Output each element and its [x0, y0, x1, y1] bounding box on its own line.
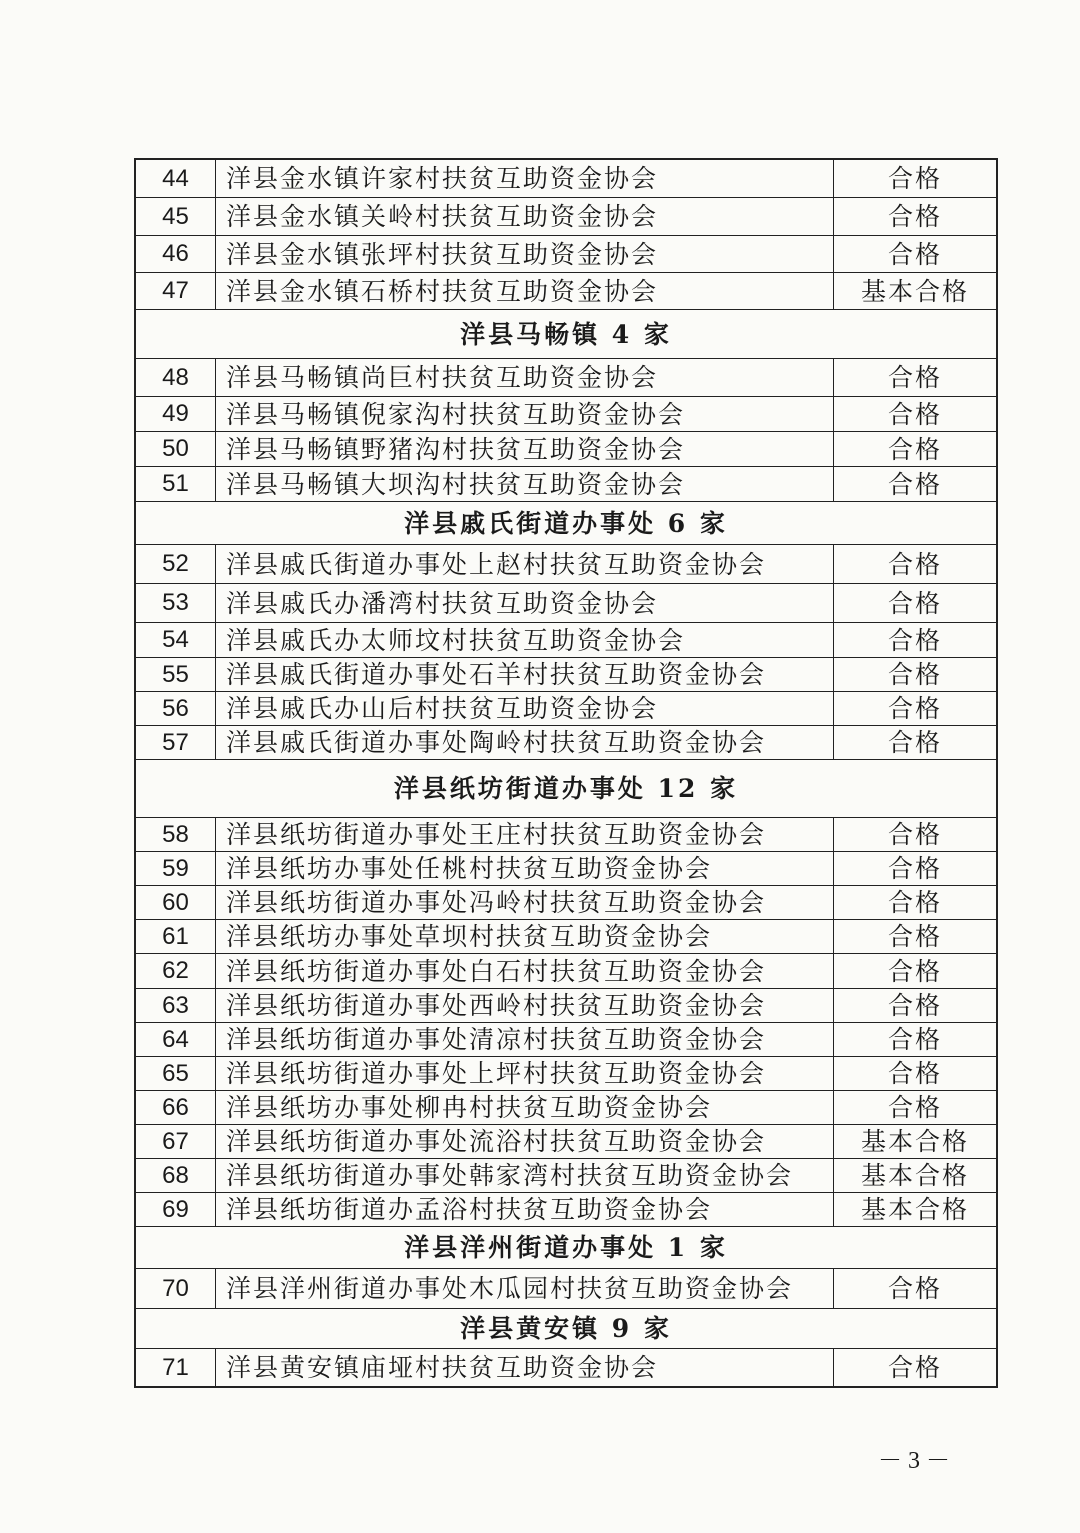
section-title: 洋县黄安镇 9 家	[460, 1314, 672, 1343]
org-name: 洋县纸坊街道办事处白石村扶贫互助资金协会	[216, 954, 834, 988]
org-name: 洋县马畅镇倪家沟村扶贫互助资金协会	[216, 397, 834, 431]
table-row	[136, 1159, 996, 1193]
table-row	[136, 198, 996, 236]
table-row	[136, 623, 996, 658]
org-name: 洋县金水镇许家村扶贫互助资金协会	[216, 160, 834, 197]
org-name: 洋县洋州街道办事处木瓜园村扶贫互助资金协会	[216, 1269, 834, 1308]
table-row	[136, 852, 996, 886]
row-number: 63	[136, 989, 216, 1022]
org-name: 洋县纸坊街道办事处流浴村扶贫互助资金协会	[216, 1125, 834, 1158]
org-name: 洋县马畅镇野猪沟村扶贫互助资金协会	[216, 432, 834, 466]
row-number: 66	[136, 1091, 216, 1124]
evaluation-result: 合格	[887, 1025, 942, 1054]
table-row	[136, 920, 996, 954]
org-name: 洋县纸坊街道办事处韩家湾村扶贫互助资金协会	[216, 1159, 834, 1192]
results-table	[134, 158, 998, 1388]
org-name: 洋县金水镇石桥村扶贫互助资金协会	[216, 273, 834, 309]
row-number: 45	[136, 198, 216, 235]
row-number: 64	[136, 1023, 216, 1056]
org-name: 洋县纸坊办事处草坝村扶贫互助资金协会	[216, 920, 834, 953]
evaluation-result: 合格	[887, 202, 942, 231]
row-number: 58	[136, 818, 216, 851]
page-number: －3－	[878, 1448, 956, 1474]
table-row	[136, 545, 996, 584]
table-row	[136, 236, 996, 273]
row-number: 69	[136, 1193, 216, 1226]
evaluation-result: 合格	[887, 956, 942, 986]
evaluation-result: 合格	[887, 588, 942, 618]
table-row	[136, 818, 996, 852]
section-row	[136, 1309, 996, 1349]
evaluation-result: 合格	[887, 922, 942, 951]
org-name: 洋县纸坊街道办事处清凉村扶贫互助资金协会	[216, 1023, 834, 1056]
table-row	[136, 432, 996, 467]
org-name: 洋县黄安镇庙垭村扶贫互助资金协会	[216, 1349, 834, 1386]
org-name: 洋县戚氏办山后村扶贫互助资金协会	[216, 692, 834, 725]
evaluation-result: 基本合格	[860, 1127, 969, 1156]
section-title: 洋县戚氏街道办事处 6 家	[404, 508, 728, 538]
table-row	[136, 1269, 996, 1309]
org-name: 洋县金水镇关岭村扶贫互助资金协会	[216, 198, 834, 235]
row-number: 51	[136, 467, 216, 501]
evaluation-result: 合格	[887, 1353, 942, 1382]
org-name: 洋县纸坊街道办事处西岭村扶贫互助资金协会	[216, 989, 834, 1022]
evaluation-result: 合格	[887, 854, 942, 883]
org-name: 洋县戚氏办太师坟村扶贫互助资金协会	[216, 623, 834, 657]
table-row	[136, 726, 996, 760]
evaluation-result: 合格	[887, 549, 942, 579]
evaluation-result: 合格	[887, 888, 942, 917]
row-number: 56	[136, 692, 216, 725]
evaluation-result: 合格	[887, 363, 942, 392]
org-name: 洋县纸坊办事处柳冉村扶贫互助资金协会	[216, 1091, 834, 1124]
org-name: 洋县纸坊街道办事处冯岭村扶贫互助资金协会	[216, 886, 834, 919]
evaluation-result: 合格	[887, 164, 942, 193]
row-number: 67	[136, 1125, 216, 1158]
evaluation-result: 合格	[887, 1274, 942, 1303]
table-row	[136, 1091, 996, 1125]
table-row	[136, 658, 996, 692]
evaluation-result: 合格	[887, 434, 942, 464]
row-number: 70	[136, 1269, 216, 1308]
row-number: 52	[136, 545, 216, 583]
org-name: 洋县戚氏街道办事处石羊村扶贫互助资金协会	[216, 658, 834, 691]
row-number: 47	[136, 273, 216, 309]
row-number: 65	[136, 1057, 216, 1090]
row-number: 61	[136, 920, 216, 953]
evaluation-result: 基本合格	[860, 1195, 969, 1224]
row-number: 53	[136, 584, 216, 622]
table-row	[136, 954, 996, 989]
table-row	[136, 692, 996, 726]
evaluation-result: 合格	[887, 1059, 942, 1088]
table-row	[136, 886, 996, 920]
section-title: 洋县纸坊街道办事处 12 家	[393, 774, 739, 803]
table-row	[136, 1125, 996, 1159]
table-row	[136, 1057, 996, 1091]
row-number: 55	[136, 658, 216, 691]
evaluation-result: 合格	[887, 625, 942, 655]
row-number: 59	[136, 852, 216, 885]
evaluation-result: 基本合格	[860, 276, 969, 306]
evaluation-result: 合格	[887, 660, 942, 689]
evaluation-result: 合格	[887, 239, 942, 269]
table-row	[136, 1349, 996, 1388]
org-name: 洋县戚氏办潘湾村扶贫互助资金协会	[216, 584, 834, 622]
row-number: 46	[136, 236, 216, 272]
section-row	[136, 1227, 996, 1269]
org-name: 洋县马畅镇尚巨村扶贫互助资金协会	[216, 359, 834, 396]
table-row	[136, 1023, 996, 1057]
org-name: 洋县纸坊办事处任桃村扶贫互助资金协会	[216, 852, 834, 885]
org-name: 洋县戚氏街道办事处上赵村扶贫互助资金协会	[216, 545, 834, 583]
row-number: 60	[136, 886, 216, 919]
org-name: 洋县纸坊街道办孟浴村扶贫互助资金协会	[216, 1193, 834, 1226]
row-number: 62	[136, 954, 216, 988]
row-number: 54	[136, 623, 216, 657]
section-title: 洋县马畅镇 4 家	[460, 319, 672, 349]
row-number: 50	[136, 432, 216, 466]
evaluation-result: 合格	[887, 728, 942, 757]
row-number: 48	[136, 359, 216, 396]
table-row	[136, 359, 996, 397]
section-row	[136, 310, 996, 359]
evaluation-result: 合格	[887, 399, 942, 429]
row-number: 44	[136, 160, 216, 197]
evaluation-result: 合格	[887, 469, 942, 499]
evaluation-result: 合格	[887, 820, 942, 849]
org-name: 洋县马畅镇大坝沟村扶贫互助资金协会	[216, 467, 834, 501]
table-row	[136, 584, 996, 623]
table-row	[136, 397, 996, 432]
table-row	[136, 160, 996, 198]
evaluation-result: 基本合格	[860, 1161, 969, 1190]
section-row	[136, 760, 996, 818]
org-name: 洋县金水镇张坪村扶贫互助资金协会	[216, 236, 834, 272]
row-number: 71	[136, 1349, 216, 1386]
section-row	[136, 502, 996, 545]
row-number: 57	[136, 726, 216, 759]
row-number: 68	[136, 1159, 216, 1192]
org-name: 洋县戚氏街道办事处陶岭村扶贫互助资金协会	[216, 726, 834, 759]
table-row	[136, 467, 996, 502]
section-title: 洋县洋州街道办事处 1 家	[404, 1233, 728, 1262]
evaluation-result: 合格	[887, 991, 942, 1020]
evaluation-result: 合格	[887, 1093, 942, 1122]
row-number: 49	[136, 397, 216, 431]
table-row	[136, 989, 996, 1023]
org-name: 洋县纸坊街道办事处上坪村扶贫互助资金协会	[216, 1057, 834, 1090]
org-name: 洋县纸坊街道办事处王庄村扶贫互助资金协会	[216, 818, 834, 851]
table-row	[136, 273, 996, 310]
evaluation-result: 合格	[887, 694, 942, 723]
table-row	[136, 1193, 996, 1227]
